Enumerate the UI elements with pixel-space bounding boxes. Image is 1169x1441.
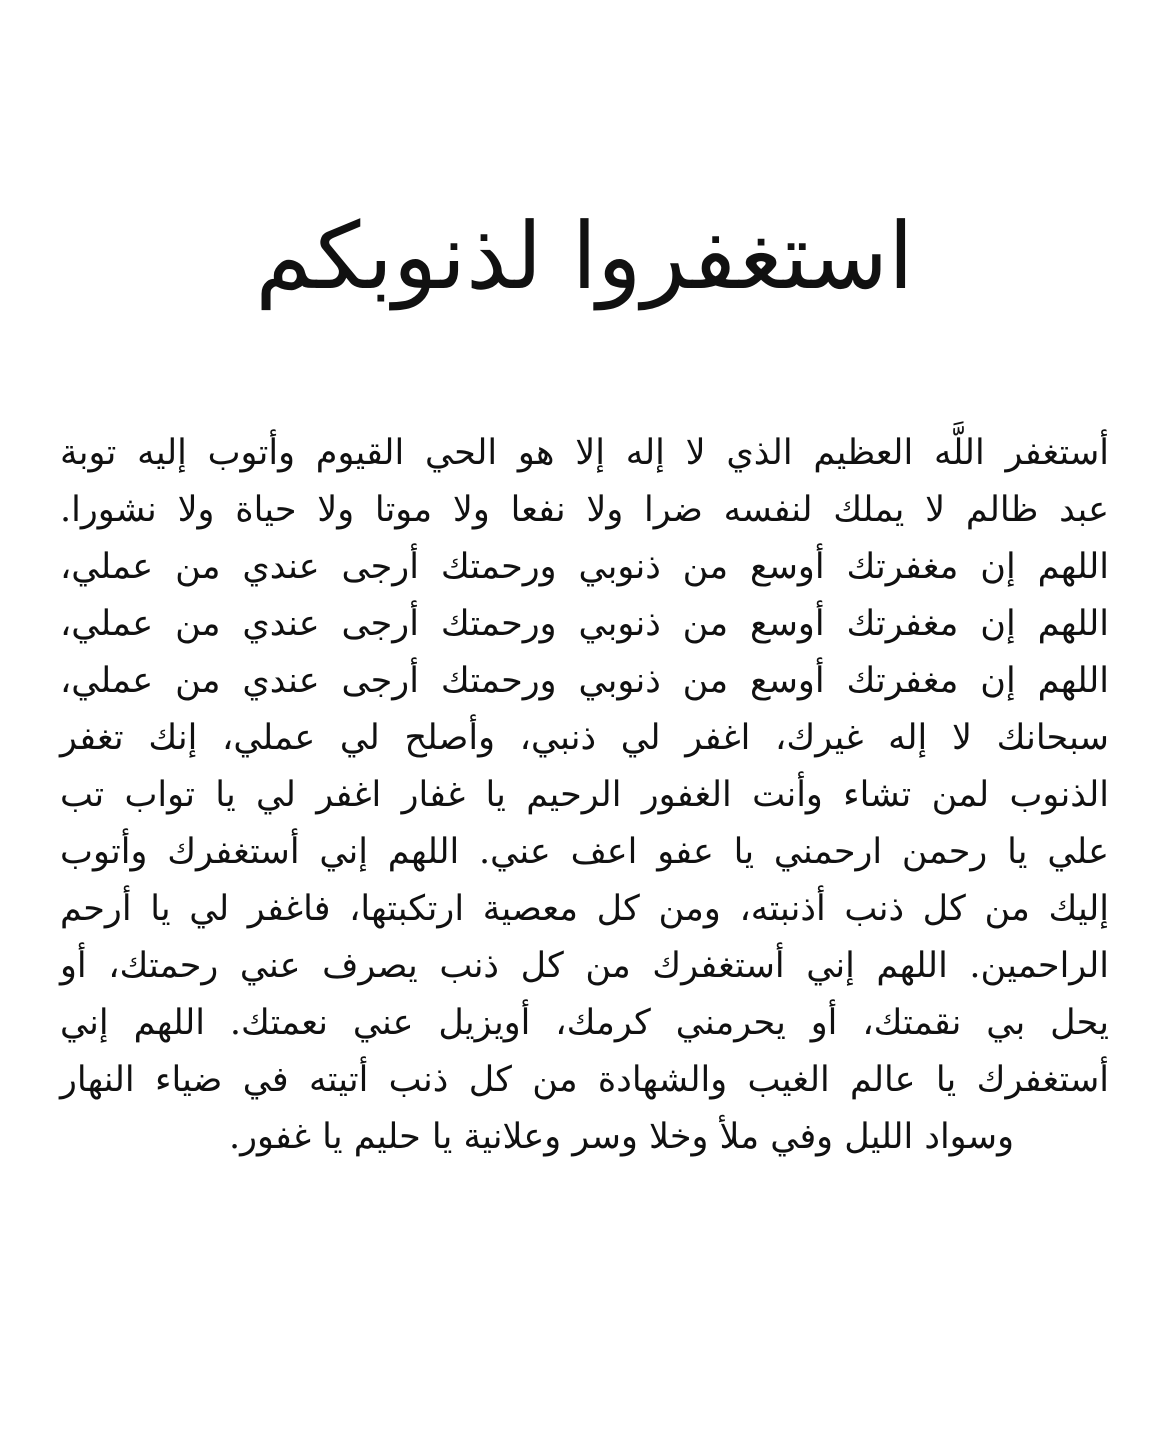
text-line: عبد ظالم لا يملك لنفسه ضرا ولا نفعا ولا موتا ولا حياة ولا نشورا. xyxy=(60,490,1109,530)
text-line: أستغفرك يا عالم الغيب والشهادة من كل ذنب أتيته في ضياء النهار xyxy=(60,1060,1109,1100)
text-line: إليك من كل ذنب أذنبته، ومن كل معصية ارتكبتها، فاغفر لي يا أرحم xyxy=(60,889,1109,929)
text-line: يحل بي نقمتك، أو يحرمني كرمك، أويزيل عني نعمتك. اللهم إني xyxy=(60,1003,1109,1043)
prayer-text xyxy=(60,425,1109,1166)
text-line: اللهم إن مغفرتك أوسع من ذنوبي ورحمتك أرجى عندي من عملي، xyxy=(60,661,1109,701)
text-line: أستغفر اللَّه العظيم الذي لا إله إلا هو الحي القيوم وأتوب إليه توبة xyxy=(60,433,1109,473)
text-line: علي يا رحمن ارحمني يا عفو اعف عني. اللهم إني أستغفرك وأتوب xyxy=(60,832,1109,872)
page-title: استغفروا لذنوبكم xyxy=(255,203,914,310)
text-line: اللهم إن مغفرتك أوسع من ذنوبي ورحمتك أرجى عندي من عملي، xyxy=(60,547,1109,587)
text-line: الراحمين. اللهم إني أستغفرك من كل ذنب يصرف عني رحمتك، أو xyxy=(60,946,1109,986)
text-line: وسواد الليل وفي ملأ وخلا وسر وعلانية يا حليم يا غفور. xyxy=(228,1117,1014,1157)
text-line: الذنوب لمن تشاء وأنت الغفور الرحيم يا غفار اغفر لي يا تواب تب xyxy=(60,775,1109,815)
text-line: اللهم إن مغفرتك أوسع من ذنوبي ورحمتك أرجى عندي من عملي، xyxy=(60,604,1109,644)
text-line: سبحانك لا إله غيرك، اغفر لي ذنبي، وأصلح لي عملي، إنك تغفر xyxy=(60,718,1109,758)
